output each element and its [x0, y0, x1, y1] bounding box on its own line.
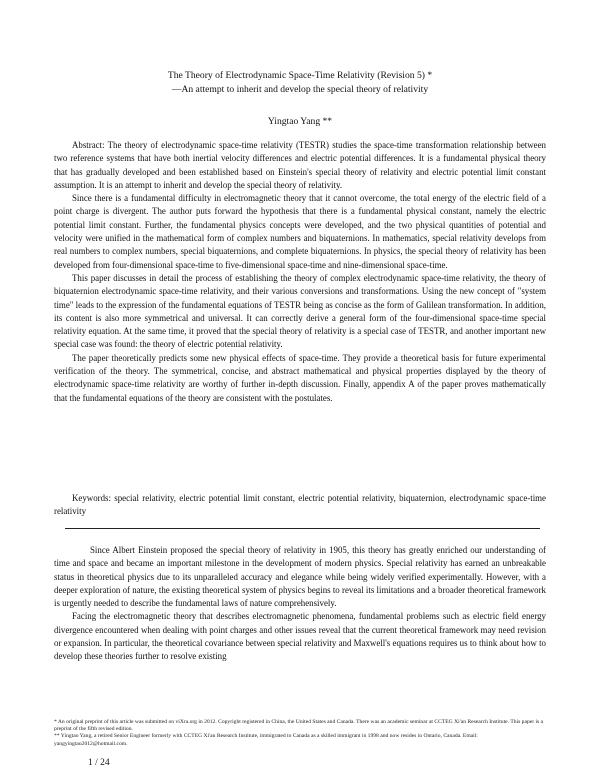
- paper-subtitle: —An attempt to inherit and develop the special theory of relativity: [171, 84, 429, 95]
- abstract-paragraph: The paper theoretically predicts some new physical effects of space-time. They provide a theoretical basis for future experimental verification of the theory. The symmetrical, concise, and abstract mathematical and physical properties displayed by the theory of electrodynamic space-time relativity are worthy of further in-depth discussion. Finally, appendix A of the paper proves mathematically that the fundamental equations of the theory are consistent with the postulates.: [54, 352, 546, 403]
- abstract-section: [54, 139, 546, 405]
- introduction-section: [54, 544, 546, 664]
- keywords-section: [54, 492, 546, 519]
- author-line: Yingtao Yang **: [267, 116, 333, 127]
- page-number: 1 / 24: [88, 758, 110, 768]
- body-paragraph: Facing the electromagnetic theory that describes electromagnetic phenomena, fundamental problems such as electric field energy divergence encountered when dealing with point charges and other issues reveal that the current theoretical framework may need revision or expansion. In particular, the theoretical covariance between special relativity and Maxwell's equations requires us to think about how to develop these theories further to resolve existing: [54, 611, 546, 662]
- abstract-paragraph: This paper discusses in detail the process of establishing the theory of complex electrodynamic space-time relativity, the theory of biquaternion electrodynamic space-time relativity, and their various conversions and transformations. Using the new concept of "system time" leads to the expression of the fundamental equations of TESTR being as concise as the form of Galilean transformation. In addition, its content is also more symmetrical and universal. It can correctly derive a general form of the four-dimensional space-time special relativity equation. At the same time, it proved that the special theory of relativity is a special case of TESTR, and another important new special case was found: the theory of electric potential relativity.: [54, 272, 546, 350]
- keywords: Keywords: special relativity, electric potential limit constant, electric potential relativity, biquaternion, electrodynamic space-time relativity: [54, 493, 546, 517]
- footnotes: [54, 719, 546, 748]
- footnote: ** Yingtao Yang, a retired Senior Engineer formerly with CCTEG Xi'an Research Institute, immigrated to Canada as a skilled immigrant in 1998 and now resides in Ontario, Canada. Email: yangyingtao2012@hotmail.com.: [54, 733, 478, 747]
- abstract-paragraph: Abstract: The theory of electrodynamic space-time relativity (TESTR) studies the space-time transformation relationship between two reference systems that have both inertial velocity differences and electric potential differences. It is a fundamental physical theory that has gradually developed and been established based on Einstein's special theory of relativity and electric potential limit constant assumption. It is an attempt to inherit and develop the special theory of relativity.: [54, 140, 546, 190]
- body-paragraph: Since Albert Einstein proposed the special theory of relativity in 1905, this theory has greatly enriched our understanding of time and space and became an important milestone in the development of modern physics. Special relativity has earned an unbreakable status in theoretical physics due to its unparalleled accuracy and elegance while being widely verified experimentally. However, with a deeper exploration of nature, the existing theoretical system of physics begins to reveal its limitations and a broader theoretical framework is urgently needed to describe the fundamental laws of nature comprehensively.: [54, 545, 546, 609]
- footnote: * An original preprint of this article was submitted on viXra.org in 2012. Copyright registered in China, the United States and Canada. There was an academic seminar at CCTEG Xi'an Research Institute. This paper is a preprint of the fifth revised edition.: [54, 719, 544, 733]
- section-divider: [65, 528, 540, 529]
- abstract-paragraph: Since there is a fundamental difficulty in electromagnetic theory that it cannot overcome, the total energy of the electric field of a point charge is divergent. The author puts forward the hypothesis that there is a fundamental physical constant, namely the electric potential limit constant. Further, the fundamental physics concepts were developed, and the two physical quantities of potential and velocity were unified in the mathematical form of complex numbers and biquaternions. In mathematics, special relativity develops from real numbers to complex numbers, special biquaternions, and complete biquaternions. In physics, the special theory of relativity has been developed from four-dimensional space-time to five-dimensional space-time and nine-dimensional space-time.: [54, 193, 546, 270]
- paper-title: The Theory of Electrodynamic Space-Time Relativity (Revision 5) *: [167, 70, 433, 81]
